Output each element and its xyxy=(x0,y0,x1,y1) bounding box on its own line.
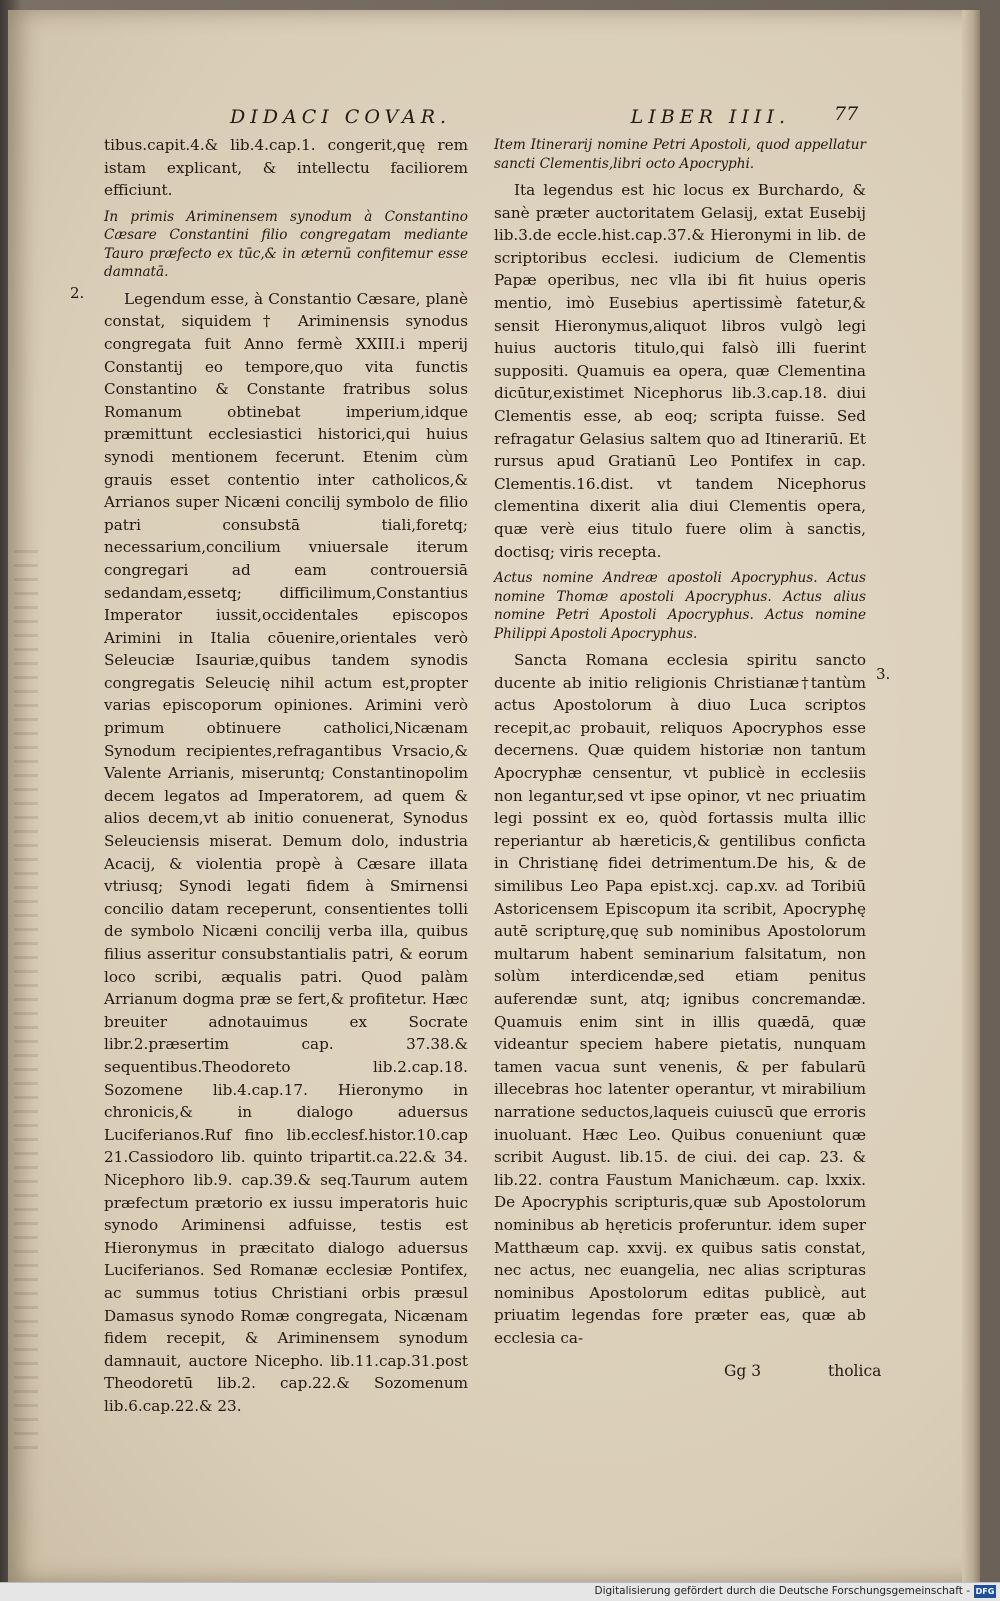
right-italic-heading-2: Actus nomine Andreæ apostoli Apocryphus. Actus nomine Thomæ apostoli Apocryphus. Actus alius nomine Petri Apostoli Apocryphus. Actus nomine Philippi Apostoli Apocryphus. xyxy=(494,570,866,642)
right-italic-heading-1: Item Itinerarij nomine Petri Apostoli, quod appellatur sancti Clementis,libri octo Apocryphi. xyxy=(494,137,866,172)
margin-note-left: 2. xyxy=(70,284,85,302)
right-paragraph-1: Ita legendus est hic locus ex Burchardo, & sanè præter auctoritatem Gelasij, extat Eusebij lib.3.de eccle.hist.cap.37.& Hieronymi in lib. de scriptoribus ecclesi. iudicium de Clementis Papæ operibus, nec vlla ibi fit huius operis mentio, imò Eusebius apertissimè fatetur,& sensit Hieronymus,aliquot libros vulgò legi huius auctoris titulo,qui falsò illi fuerint suppositi. Quamuis ea opera, quæ Clementina dicūtur,existimet Nicephorus lib.3.cap.18. diui Clementis esse, ab eoq; scripta fuisse. Sed refragatur Gelasius saltem quo ad Itinerariū. Et rursus apud Gratianū Leo Pontifex in cap. Clementis.16.dist. vt tandem Nicephorus clementina dixerit alia diui Clementis opera, quæ verè eius titulo fuere olim à sanctis, doctisq; viris recepta. xyxy=(494,181,866,561)
right-column xyxy=(494,134,866,1350)
left-paragraph-1: tibus.capit.4.& lib.4.cap.1. congerit,quę rem istam explicant, & intellectu faciliorem efficiunt. xyxy=(104,136,468,200)
left-paragraph-2: Legendum esse, à Constantio Cæsare, planè constat, siquidem† Ariminensis synodus congregata fuit Anno fermè XXIII.i mperij Constantij eo tempore,quo vita functis Constantino & Constante fratribus solus Romanum obtinebat imperium,idque præmittunt ecclesiastici historici,qui huius synodi mentionem fecerunt. Etenim cùm grauis esset contentio inter catholicos,& Arrianos super Nicæni concilij symbolo de filio patri consubstā tiali,foretq; necessarium,concilium vniuersale iterum congregari ad eam controuersiā sedandam,essetq; difficilimum,Constantius Imperator iussit,occidentales episcopos Arimini in Italia cōuenire,orientales verò Seleuciæ Isauriæ,quibus tandem synodis congregatis Seleucię nihil actum est,propter varias episcoporum opiniones. Arimini verò primum obtinuere catholici,Nicænam Synodum recipientes,refragantibus Vrsacio,& Valente Arrianis, miseruntq; Constantinopolim decem legatos ad Imperatorem, ad quem & alios decem,vt ab initio conuenerat, Synodus Seleuciensis miserat. Demum dolo, industria Acacij, & violentia propè à Cæsare illata vtriusq; Synodi legati fidem à Smirnensi concilio datam receperunt, consentientes tolli de symbolo Nicæni concilij verba illa, quibus filius asseritur consubstantialis patri, & eorum loco scribi, æqualis patri. Quod palàm Arrianum dogma præ se fert,& profitetur. Hæc breuiter adnotauimus ex Socrate libr.2.præsertim cap. 37.38.& sequentibus.Theodoreto lib.2.cap.18. Sozomene lib.4.cap.17. Hieronymo in chronicis,& in dialogo aduersus Luciferianos.Ruf fino lib.ecclesf.histor.10.cap 21.Cassiodoro lib. quinto tripartit.ca.22.& 34. Nicephoro lib.9. cap.39.& seq.Taurum autem præfectum prætorio ex iussu imperatoris huic synodo Ariminensi adfuisse, testis est Hieronymus in præcitato dialogo aduersus Luciferianos. Sed Romanæ ecclesiæ Pontifex, ac summus totius Christiani orbis præsul Damasus synodo Romæ congregata, Nicænam fidem recepit, & Ariminensem synodum damnauit, auctore Nicepho. lib.11.cap.31.post Theodoretū lib.2. cap.22.& Sozomenum lib.6.cap.22.& 23. xyxy=(104,289,468,1415)
margin-note-right: 3. xyxy=(876,665,891,683)
left-italic-heading: In primis Ariminensem synodum à Constantino Cæsare Constantini filio congregatam mediante Tauro præfecto ex tūc,& in æternū confitemur esse damnatā. xyxy=(104,208,468,281)
dfg-logo-icon[interactable]: DFG xyxy=(975,1587,995,1596)
running-head xyxy=(230,106,790,128)
footer-bar xyxy=(0,1582,1000,1601)
left-column xyxy=(104,134,468,1417)
catchword: tholica xyxy=(828,1362,882,1380)
right-paragraph-2: Sancta Romana ecclesia spiritu sancto ducente ab initio religionis Christianæ†tantùm actus Apostolorum à diuo Luca scriptos recepit,ac probauit, reliquos Apocryphos esse decernens. Quæ quidem historiæ non tantum Apocryphæ censentur, vt publicè in ecclesiis non legantur,sed vt ipse opinor, vt nec priuatim legi possint ex eo, quòd fortassis multa illic reperiantur ab hæreticis,& gentilibus conficta in Christianę fidei detrimentum.De his, & de similibus Leo Papa epist.xcj. cap.xv. ad Toribiū Astoricensem Episcopum ita scribit, Apocryphę autē scripturę,quę sub nominibus Apostolorum multarum habent seminarium falsitatum, non solùm interdicendæ,sed etiam penitus auferendæ sunt, atq; ignibus concremandæ. Quamuis enim sint in illis quædā, quæ videantur speciem habere pietatis, nunquam tamen vacua sunt venenis, & per fabularū illecebras hoc latenter operantur, vt mirabilium narratione seductos,laqueis cuiuscū que erroris inuoluant. Hæc Leo. Quibus conueniunt quæ scribit August. lib.15. de ciui. dei cap. 23. & lib.22. contra Faustum Manichæum. cap. lxxix. De Apocryphis scripturis,quæ sub Apostolorum nominibus ab hęreticis proferuntur. idem super Matthæum cap. xxvij. ex quibus satis constat, nec actus, nec euangelia, nec alias scripturas nominibus Apostolorum editas publicè, aut priuatim legendas fore præter eas, quæ ab ecclesia ca- xyxy=(494,651,866,1347)
running-title-right: LIBER IIII. xyxy=(630,106,790,128)
folio-number: 77 xyxy=(834,103,859,125)
book-page xyxy=(8,10,980,1582)
running-title-left: DIDACI COVAR. xyxy=(230,106,452,128)
signature-mark: Gg 3 xyxy=(724,1362,762,1380)
page-edge xyxy=(962,10,980,1582)
footer-credit: Digitalisierung gefördert durch die Deutsche Forschungsgemeinschaft - xyxy=(594,1585,970,1597)
inner-margin-shadow xyxy=(14,550,38,1450)
